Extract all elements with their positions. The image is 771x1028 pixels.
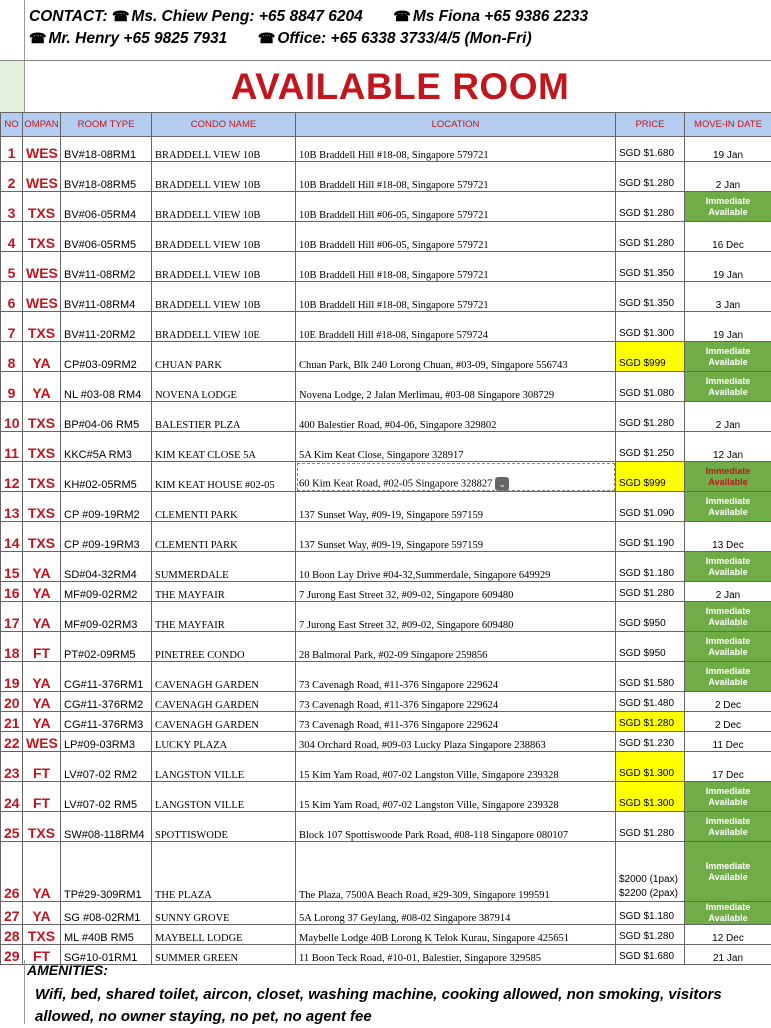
table-row <box>1 842 771 902</box>
row-company: WES <box>23 252 61 282</box>
row-number: 22 <box>1 732 23 752</box>
row-price: SGD $1.180 <box>616 902 685 925</box>
row-room-type: MF#09-02RM2 <box>61 582 152 602</box>
table-row <box>1 162 771 192</box>
row-number: 3 <box>1 192 23 222</box>
row-move-in-date: 2 Jan <box>685 162 771 192</box>
row-price: SGD $1.090 <box>616 492 685 522</box>
row-number: 13 <box>1 492 23 522</box>
row-location-text: Maybelle Lodge 40B Lorong K Telok Kurau, Singapore 425651 <box>299 933 569 944</box>
row-company: FT <box>23 945 61 965</box>
table-row <box>1 732 771 752</box>
row-condo-name: CAVENAGH GARDEN <box>152 692 296 712</box>
row-price: SGD $1.280 <box>616 582 685 602</box>
row-location <box>296 552 616 582</box>
table-header-row <box>1 113 771 137</box>
row-location <box>296 432 616 462</box>
table-row <box>1 602 771 632</box>
amenities-label: AMENITIES: <box>27 962 108 978</box>
phone-icon: ☎ <box>29 30 46 46</box>
row-condo-name: KIM KEAT CLOSE 5A <box>152 432 296 462</box>
row-number: 5 <box>1 252 23 282</box>
row-number: 21 <box>1 712 23 732</box>
row-move-in-date: 2 Jan <box>685 402 771 432</box>
row-move-in-date: 2 Dec <box>685 692 771 712</box>
row-company: TXS <box>23 192 61 222</box>
row-move-in-date: 19 Jan <box>685 252 771 282</box>
row-company: TXS <box>23 462 61 492</box>
row-move-in-date: Immediate Available <box>685 842 771 902</box>
row-room-type: NL #03-08 RM4 <box>61 372 152 402</box>
row-location <box>296 522 616 552</box>
row-price: SGD $1.280 <box>616 812 685 842</box>
row-number: 7 <box>1 312 23 342</box>
row-number: 19 <box>1 662 23 692</box>
row-company: FT <box>23 632 61 662</box>
row-move-in-date: 12 Dec <box>685 925 771 945</box>
table-row <box>1 712 771 732</box>
row-room-type: BV#06-05RM5 <box>61 222 152 252</box>
row-price: SGD $1.250 <box>616 432 685 462</box>
row-price: SGD $1.280 <box>616 192 685 222</box>
row-room-type: SD#04-32RM4 <box>61 552 152 582</box>
row-company: TXS <box>23 432 61 462</box>
row-company: TXS <box>23 312 61 342</box>
row-location <box>296 782 616 812</box>
row-location-text: Novena Lodge, 2 Jalan Merlimau, #03-08 Singapore 308729 <box>299 390 554 401</box>
row-number: 9 <box>1 372 23 402</box>
table-row <box>1 812 771 842</box>
row-room-type: BV#06-05RM4 <box>61 192 152 222</box>
row-price: SGD $1.280 <box>616 925 685 945</box>
row-number: 11 <box>1 432 23 462</box>
table-row <box>1 692 771 712</box>
table-row <box>1 312 771 342</box>
row-company: YA <box>23 372 61 402</box>
row-company: WES <box>23 732 61 752</box>
row-location-text: 10B Braddell Hill #18-08, Singapore 579721 <box>299 180 489 191</box>
row-room-type: BV#11-08RM2 <box>61 252 152 282</box>
table-row <box>1 662 771 692</box>
row-condo-name: SPOTTISWODE <box>152 812 296 842</box>
row-condo-name: SUNNY GROVE <box>152 902 296 925</box>
row-number: 24 <box>1 782 23 812</box>
table-row <box>1 137 771 162</box>
row-location <box>296 752 616 782</box>
row-condo-name: NOVENA LODGE <box>152 372 296 402</box>
row-company: YA <box>23 602 61 632</box>
row-number: 27 <box>1 902 23 925</box>
row-number: 14 <box>1 522 23 552</box>
row-condo-name: CAVENAGH GARDEN <box>152 662 296 692</box>
row-room-type: SW#08-118RM4 <box>61 812 152 842</box>
row-location-text: 73 Cavenagh Road, #11-376 Singapore 229624 <box>299 700 498 711</box>
row-condo-name: CAVENAGH GARDEN <box>152 712 296 732</box>
row-price: SGD $1.190 <box>616 522 685 552</box>
row-location-text: Chuan Park, Blk 240 Lorong Chuan, #03-09, Singapore 556743 <box>299 360 568 371</box>
row-location <box>296 712 616 732</box>
row-price: SGD $1.300 <box>616 752 685 782</box>
row-location-text: 15 Kim Yam Road, #07-02 Langston Ville, Singapore 239328 <box>299 800 559 811</box>
row-location-text: 73 Cavenagh Road, #11-376 Singapore 229624 <box>299 680 498 691</box>
row-location-text: 137 Sunset Way, #09-19, Singapore 597159 <box>299 540 483 551</box>
row-condo-name: BRADDELL VIEW 10B <box>152 137 296 162</box>
row-move-in-date: Immediate Available <box>685 372 771 402</box>
phone-icon: ☎ <box>258 30 275 46</box>
row-price-line: $2000 (1pax) <box>619 873 681 887</box>
row-location-text: 5A Lorong 37 Geylang, #08-02 Singapore 387914 <box>299 913 510 924</box>
row-location-text: 304 Orchard Road, #09-03 Lucky Plaza Singapore 238863 <box>299 740 546 751</box>
row-number: 17 <box>1 602 23 632</box>
table-row <box>1 342 771 372</box>
row-room-type: CP#03-09RM2 <box>61 342 152 372</box>
row-condo-name: BRADDELL VIEW 10B <box>152 252 296 282</box>
row-company: TXS <box>23 222 61 252</box>
row-company: WES <box>23 282 61 312</box>
row-room-type: CG#11-376RM3 <box>61 712 152 732</box>
row-number: 16 <box>1 582 23 602</box>
row-number: 4 <box>1 222 23 252</box>
row-condo-name: BRADDELL VIEW 10E <box>152 312 296 342</box>
row-room-type: TP#29-309RM1 <box>61 842 152 902</box>
row-condo-name: CLEMENTI PARK <box>152 492 296 522</box>
row-condo-name: LANGSTON VILLE <box>152 782 296 812</box>
row-company: FT <box>23 782 61 812</box>
table-row <box>1 782 771 812</box>
row-number: 10 <box>1 402 23 432</box>
header-no: NO <box>1 113 23 137</box>
row-location-text: 10B Braddell Hill #18-08, Singapore 579721 <box>299 270 489 281</box>
row-condo-name: LUCKY PLAZA <box>152 732 296 752</box>
row-room-type: CG#11-376RM1 <box>61 662 152 692</box>
row-move-in-date: Immediate Available <box>685 342 771 372</box>
row-move-in-date: Immediate Available <box>685 632 771 662</box>
row-price: SGD $1.080 <box>616 372 685 402</box>
row-condo-name: PINETREE CONDO <box>152 632 296 662</box>
row-condo-name: BALESTIER PLZA <box>152 402 296 432</box>
row-condo-name: BRADDELL VIEW 10B <box>152 192 296 222</box>
row-location <box>296 462 616 492</box>
table-row <box>1 632 771 662</box>
contact-line-1 <box>29 8 588 26</box>
row-room-type: MF#09-02RM3 <box>61 602 152 632</box>
row-location-text: 5A Kim Keat Close, Singapore 328917 <box>299 450 463 461</box>
row-number: 2 <box>1 162 23 192</box>
row-price-line: $2200 (2pax) <box>619 887 681 901</box>
row-condo-name: BRADDELL VIEW 10B <box>152 282 296 312</box>
table-row <box>1 752 771 782</box>
row-location <box>296 662 616 692</box>
row-company: TXS <box>23 812 61 842</box>
row-company: TXS <box>23 402 61 432</box>
row-location-text: 10E Braddell Hill #18-08, Singapore 579724 <box>299 330 488 341</box>
row-move-in-date: 16 Dec <box>685 222 771 252</box>
row-move-in-date: Immediate Available <box>685 602 771 632</box>
row-room-type: ML #40B RM5 <box>61 925 152 945</box>
row-price: SGD $1.350 <box>616 252 685 282</box>
row-location <box>296 137 616 162</box>
row-move-in-date: Immediate Available <box>685 552 771 582</box>
row-move-in-date: 13 Dec <box>685 522 771 552</box>
row-move-in-date: Immediate Available <box>685 662 771 692</box>
row-move-in-date: 2 Dec <box>685 712 771 732</box>
table-row <box>1 522 771 552</box>
row-number: 6 <box>1 282 23 312</box>
row-number: 20 <box>1 692 23 712</box>
row-location <box>296 192 616 222</box>
table-row <box>1 902 771 925</box>
page-title: AVAILABLE ROOM <box>0 66 771 108</box>
row-move-in-date: 12 Jan <box>685 432 771 462</box>
row-location <box>296 252 616 282</box>
row-location <box>296 602 616 632</box>
row-location <box>296 632 616 662</box>
table-row <box>1 552 771 582</box>
row-price: SGD $1.230 <box>616 732 685 752</box>
row-price: SGD $1.480 <box>616 692 685 712</box>
row-move-in-date: 11 Dec <box>685 732 771 752</box>
row-number: 15 <box>1 552 23 582</box>
row-company: YA <box>23 342 61 372</box>
row-location <box>296 282 616 312</box>
table-row <box>1 402 771 432</box>
row-location <box>296 925 616 945</box>
row-number: 8 <box>1 342 23 372</box>
row-location-text: 10B Braddell Hill #06-05, Singapore 579721 <box>299 240 489 251</box>
row-company: YA <box>23 712 61 732</box>
row-move-in-date: Immediate Available <box>685 782 771 812</box>
contact-label: CONTACT: <box>29 8 108 25</box>
row-number: 26 <box>1 842 23 902</box>
row-company: YA <box>23 582 61 602</box>
row-move-in-date: Immediate Available <box>685 462 771 492</box>
row-company: YA <box>23 662 61 692</box>
row-move-in-date: 3 Jan <box>685 282 771 312</box>
row-location-text: 400 Balestier Road, #04-06, Singapore 329802 <box>299 420 496 431</box>
table-row <box>1 192 771 222</box>
row-price: SGD $1.180 <box>616 552 685 582</box>
row-room-type: BV#18-08RM5 <box>61 162 152 192</box>
row-location <box>296 342 616 372</box>
header-company: OMPAN <box>23 113 61 137</box>
phone-icon: ☎ <box>112 8 129 24</box>
row-number: 29 <box>1 945 23 965</box>
rooms-table <box>0 112 771 965</box>
row-move-in-date: 17 Dec <box>685 752 771 782</box>
header-move-in-date: MOVE-IN DATE <box>685 113 771 137</box>
row-company: TXS <box>23 522 61 552</box>
row-location <box>296 582 616 602</box>
row-room-type: SG #08-02RM1 <box>61 902 152 925</box>
row-price <box>616 842 685 902</box>
row-price: SGD $999 <box>616 342 685 372</box>
row-location-text: 137 Sunset Way, #09-19, Singapore 597159 <box>299 510 483 521</box>
row-condo-name: THE MAYFAIR <box>152 582 296 602</box>
row-price: SGD $1.280 <box>616 712 685 732</box>
row-price: SGD $1.300 <box>616 312 685 342</box>
row-room-type: LP#09-03RM3 <box>61 732 152 752</box>
row-condo-name: LANGSTON VILLE <box>152 752 296 782</box>
row-condo-name: THE MAYFAIR <box>152 602 296 632</box>
row-move-in-date: Immediate Available <box>685 492 771 522</box>
row-number: 12 <box>1 462 23 492</box>
row-condo-name: CLEMENTI PARK <box>152 522 296 552</box>
contact-office: Office: +65 6338 3733/4/5 (Mon-Fri) <box>277 30 531 47</box>
row-room-type: LV#07-02 RM2 <box>61 752 152 782</box>
row-move-in-date: Immediate Available <box>685 902 771 925</box>
row-price: SGD $1.680 <box>616 945 685 965</box>
row-location-text: 10B Braddell Hill #06-05, Singapore 579721 <box>299 210 489 221</box>
table-row <box>1 582 771 602</box>
row-number: 28 <box>1 925 23 945</box>
row-number: 1 <box>1 137 23 162</box>
row-room-type: BP#04-06 RM5 <box>61 402 152 432</box>
row-number: 25 <box>1 812 23 842</box>
row-company: WES <box>23 162 61 192</box>
row-location-text: 60 Kim Keat Road, #02-05 Singapore 328827 <box>299 478 492 489</box>
row-price: SGD $1.350 <box>616 282 685 312</box>
row-company: YA <box>23 842 61 902</box>
row-location-text: 10B Braddell Hill #18-08, Singapore 579721 <box>299 300 489 311</box>
row-room-type: BV#18-08RM1 <box>61 137 152 162</box>
row-location <box>296 402 616 432</box>
row-location-text: The Plaza, 7500A Beach Road, #29-309, Singapore 199591 <box>299 890 550 901</box>
row-location-text: Block 107 Spottiswoode Park Road, #08-118 Singapore 080107 <box>299 830 568 841</box>
table-row <box>1 222 771 252</box>
row-condo-name: KIM KEAT HOUSE #02-05 <box>152 462 296 492</box>
header-room-type: ROOM TYPE <box>61 113 152 137</box>
row-room-type: SG#10-01RM1 <box>61 945 152 965</box>
row-price: SGD $1.280 <box>616 162 685 192</box>
row-room-type: CG#11-376RM2 <box>61 692 152 712</box>
row-location <box>296 812 616 842</box>
row-location <box>296 372 616 402</box>
row-move-in-date: 19 Jan <box>685 312 771 342</box>
row-company: TXS <box>23 492 61 522</box>
row-location <box>296 312 616 342</box>
header-price: PRICE <box>616 113 685 137</box>
row-room-type: LV#07-02 RM5 <box>61 782 152 812</box>
row-company: TXS <box>23 925 61 945</box>
row-move-in-date: Immediate Available <box>685 812 771 842</box>
row-condo-name: BRADDELL VIEW 10B <box>152 162 296 192</box>
amenities-panel <box>24 960 771 1024</box>
row-company: WES <box>23 137 61 162</box>
contact-chiew-peng: Ms. Chiew Peng: +65 8847 6204 <box>131 8 362 25</box>
row-location-text: 10 Boon Lay Drive #04-32,Summerdale, Singapore 649929 <box>299 570 550 581</box>
row-condo-name: MAYBELL LODGE <box>152 925 296 945</box>
row-room-type: KKC#5A RM3 <box>61 432 152 462</box>
row-move-in-date: 21 Jan <box>685 945 771 965</box>
row-location-text: 11 Boon Teck Road, #10-01, Balestier, Singapore 329585 <box>299 953 541 964</box>
row-location <box>296 222 616 252</box>
contact-line-2 <box>29 30 532 48</box>
row-company: YA <box>23 552 61 582</box>
row-move-in-date: 19 Jan <box>685 137 771 162</box>
row-location <box>296 842 616 902</box>
row-move-in-date: Immediate Available <box>685 192 771 222</box>
row-price: SGD $950 <box>616 602 685 632</box>
row-price: SGD $1.280 <box>616 402 685 432</box>
row-location <box>296 902 616 925</box>
row-price: SGD $999 <box>616 462 685 492</box>
row-location <box>296 692 616 712</box>
row-location <box>296 162 616 192</box>
row-location-text: 28 Balmoral Park, #02-09 Singapore 259856 <box>299 650 487 661</box>
row-price: SGD $950 <box>616 632 685 662</box>
table-row <box>1 492 771 522</box>
row-price: SGD $1.300 <box>616 782 685 812</box>
title-bar <box>0 60 771 112</box>
table-row <box>1 432 771 462</box>
row-price: SGD $1.680 <box>616 137 685 162</box>
row-room-type: CP #09-19RM3 <box>61 522 152 552</box>
table-row <box>1 925 771 945</box>
row-location-text: 73 Cavenagh Road, #11-376 Singapore 229624 <box>299 720 498 731</box>
phone-icon: ☎ <box>393 8 410 24</box>
row-location-text: 7 Jurong East Street 32, #09-02, Singapore 609480 <box>299 620 513 631</box>
row-location <box>296 732 616 752</box>
row-move-in-date: 2 Jan <box>685 582 771 602</box>
row-company: FT <box>23 752 61 782</box>
contact-panel <box>24 0 771 60</box>
row-location-text: 10B Braddell Hill #18-08, Singapore 579721 <box>299 150 489 161</box>
row-room-type: PT#02-09RM5 <box>61 632 152 662</box>
row-location-text: 15 Kim Yam Road, #07-02 Langston Ville, Singapore 239328 <box>299 770 559 781</box>
amenities-text: Wifi, bed, shared toilet, aircon, closet, washing machine, cooking allowed, non smoking, visitors allowed, no owner staying, no pet, no agent fee <box>35 984 755 1028</box>
row-company: YA <box>23 902 61 925</box>
table-row <box>1 372 771 402</box>
table-row <box>1 252 771 282</box>
row-room-type: KH#02-05RM5 <box>61 462 152 492</box>
row-room-type: BV#11-08RM4 <box>61 282 152 312</box>
row-company: YA <box>23 692 61 712</box>
row-price: SGD $1.280 <box>616 222 685 252</box>
row-room-type: BV#11-20RM2 <box>61 312 152 342</box>
contact-henry: Mr. Henry +65 9825 7931 <box>48 30 227 47</box>
row-condo-name: SUMMERDALE <box>152 552 296 582</box>
table-row <box>1 282 771 312</box>
row-condo-name: CHUAN PARK <box>152 342 296 372</box>
row-condo-name: BRADDELL VIEW 10B <box>152 222 296 252</box>
header-condo-name: CONDO NAME <box>152 113 296 137</box>
contact-fiona: Ms Fiona +65 9386 2233 <box>413 8 588 25</box>
row-condo-name: THE PLAZA <box>152 842 296 902</box>
header-location: LOCATION <box>296 113 616 137</box>
row-location <box>296 492 616 522</box>
row-room-type: CP #09-19RM2 <box>61 492 152 522</box>
row-condo-name: SUMMER GREEN <box>152 945 296 965</box>
row-number: 18 <box>1 632 23 662</box>
row-price: SGD $1.580 <box>616 662 685 692</box>
row-number: 23 <box>1 752 23 782</box>
row-location-text: 7 Jurong East Street 32, #09-02, Singapore 609480 <box>299 590 513 601</box>
chevron-down-icon[interactable]: ⌄ <box>495 477 509 491</box>
table-row <box>1 462 771 492</box>
